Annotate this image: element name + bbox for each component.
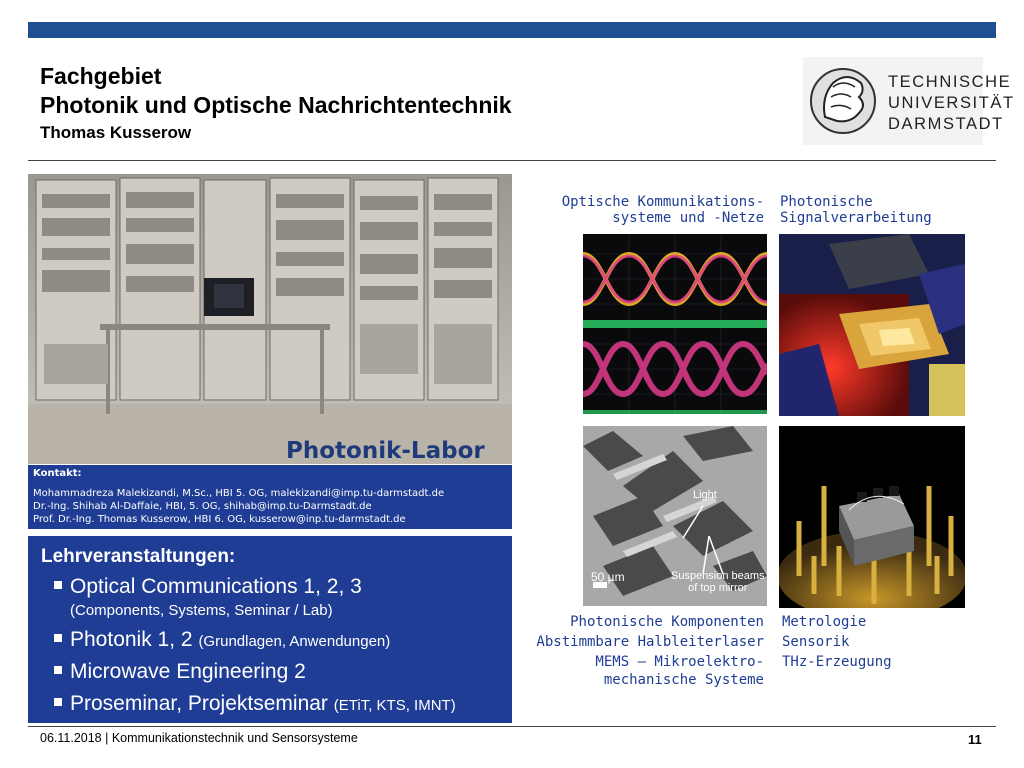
area-label-line: Photonische Komponenten — [570, 614, 764, 630]
area-label-metrology — [782, 612, 892, 672]
metrology-device-image — [779, 426, 965, 608]
contact-line: Mohammadreza Malekizandi, M.Sc., HBI 5. OG, malekizandi@imp.tu-darmstadt.de — [33, 488, 445, 499]
footer-text: 06.11.2018 | Kommunikationstechnik und Sensorsysteme — [40, 731, 358, 745]
author-name: Thomas Kusserow — [40, 123, 192, 142]
contact-line: Dr.-Ing. Shihab Al-Daffaie, HBI, 5. OG, shihab@imp.tu-Darmstadt.de — [33, 501, 372, 512]
mems-beams-line: of top mirror — [688, 582, 748, 594]
footer-divider — [28, 726, 996, 727]
course-name: Proseminar, Projektseminar — [70, 692, 328, 715]
logo-text — [888, 72, 1015, 135]
area-label-line: MEMS – Mikroelektro- — [595, 654, 764, 670]
course-item — [54, 575, 362, 599]
area-label-line: Optische Kommunikations- — [561, 194, 764, 210]
area-label-line: systeme und -Netze — [612, 210, 764, 226]
logo-line: TECHNISCHE — [888, 73, 1012, 91]
athena-head-icon — [803, 57, 883, 145]
course-name: Microwave Engineering 2 — [70, 660, 306, 683]
course-item — [54, 628, 390, 652]
mems-light-label: Light — [693, 489, 717, 501]
area-label-signal-processing — [780, 194, 932, 226]
mems-sem-image — [583, 426, 767, 606]
logo-line: DARMSTADT — [888, 115, 1004, 133]
signal-processing-image — [779, 234, 965, 416]
top-accent-bar — [28, 22, 996, 38]
course-name: Optical Communications 1, 2, 3 — [70, 575, 362, 598]
course-detail: (Grundlagen, Anwendungen) — [198, 633, 391, 650]
area-label-line: THz-Erzeugung — [782, 654, 892, 670]
course-item — [54, 692, 456, 716]
bullet-icon — [54, 698, 62, 706]
course-item — [54, 660, 306, 684]
area-label-line: Sensorik — [782, 634, 850, 650]
contact-line: Prof. Dr.-Ing. Thomas Kusserow, HBI 6. OG, kusserow@inp.tu-darmstadt.de — [33, 514, 406, 525]
courses-box — [28, 536, 512, 723]
mems-beams-line: Suspension beams — [671, 570, 765, 582]
page-number: 11 — [968, 732, 982, 747]
course-detail: (ETiT, KTS, IMNT) — [333, 697, 456, 714]
eye-diagram-image — [583, 234, 767, 414]
page-title: Fachgebiet — [40, 63, 162, 89]
header-divider — [28, 160, 996, 161]
area-label-line: Metrologie — [782, 614, 867, 630]
bullet-icon — [54, 581, 62, 589]
bullet-icon — [54, 634, 62, 642]
mems-beams-label — [671, 570, 765, 594]
contact-title: Kontakt: — [33, 468, 82, 479]
area-label-line: Photonische — [780, 194, 873, 210]
logo-line: UNIVERSITÄT — [888, 94, 1015, 112]
area-label-line: Abstimmbare Halbleiterlaser — [536, 634, 764, 650]
mems-scale-label: 50 µm — [591, 570, 625, 584]
bullet-icon — [54, 666, 62, 674]
course-name: Photonik 1, 2 — [70, 628, 193, 651]
area-label-components — [536, 612, 764, 688]
contact-box — [28, 465, 512, 529]
area-label-line: mechanische Systeme — [603, 672, 764, 688]
lab-caption: Photonik-Labor — [286, 438, 485, 464]
area-label-communications — [562, 194, 764, 226]
courses-title: Lehrveranstaltungen: — [41, 546, 236, 567]
area-label-line: Signalverarbeitung — [780, 210, 932, 226]
course-detail: (Components, Systems, Seminar / Lab) — [70, 602, 333, 619]
lab-photo — [28, 174, 512, 464]
page-subtitle: Photonik und Optische Nachrichtentechnik — [40, 92, 512, 118]
